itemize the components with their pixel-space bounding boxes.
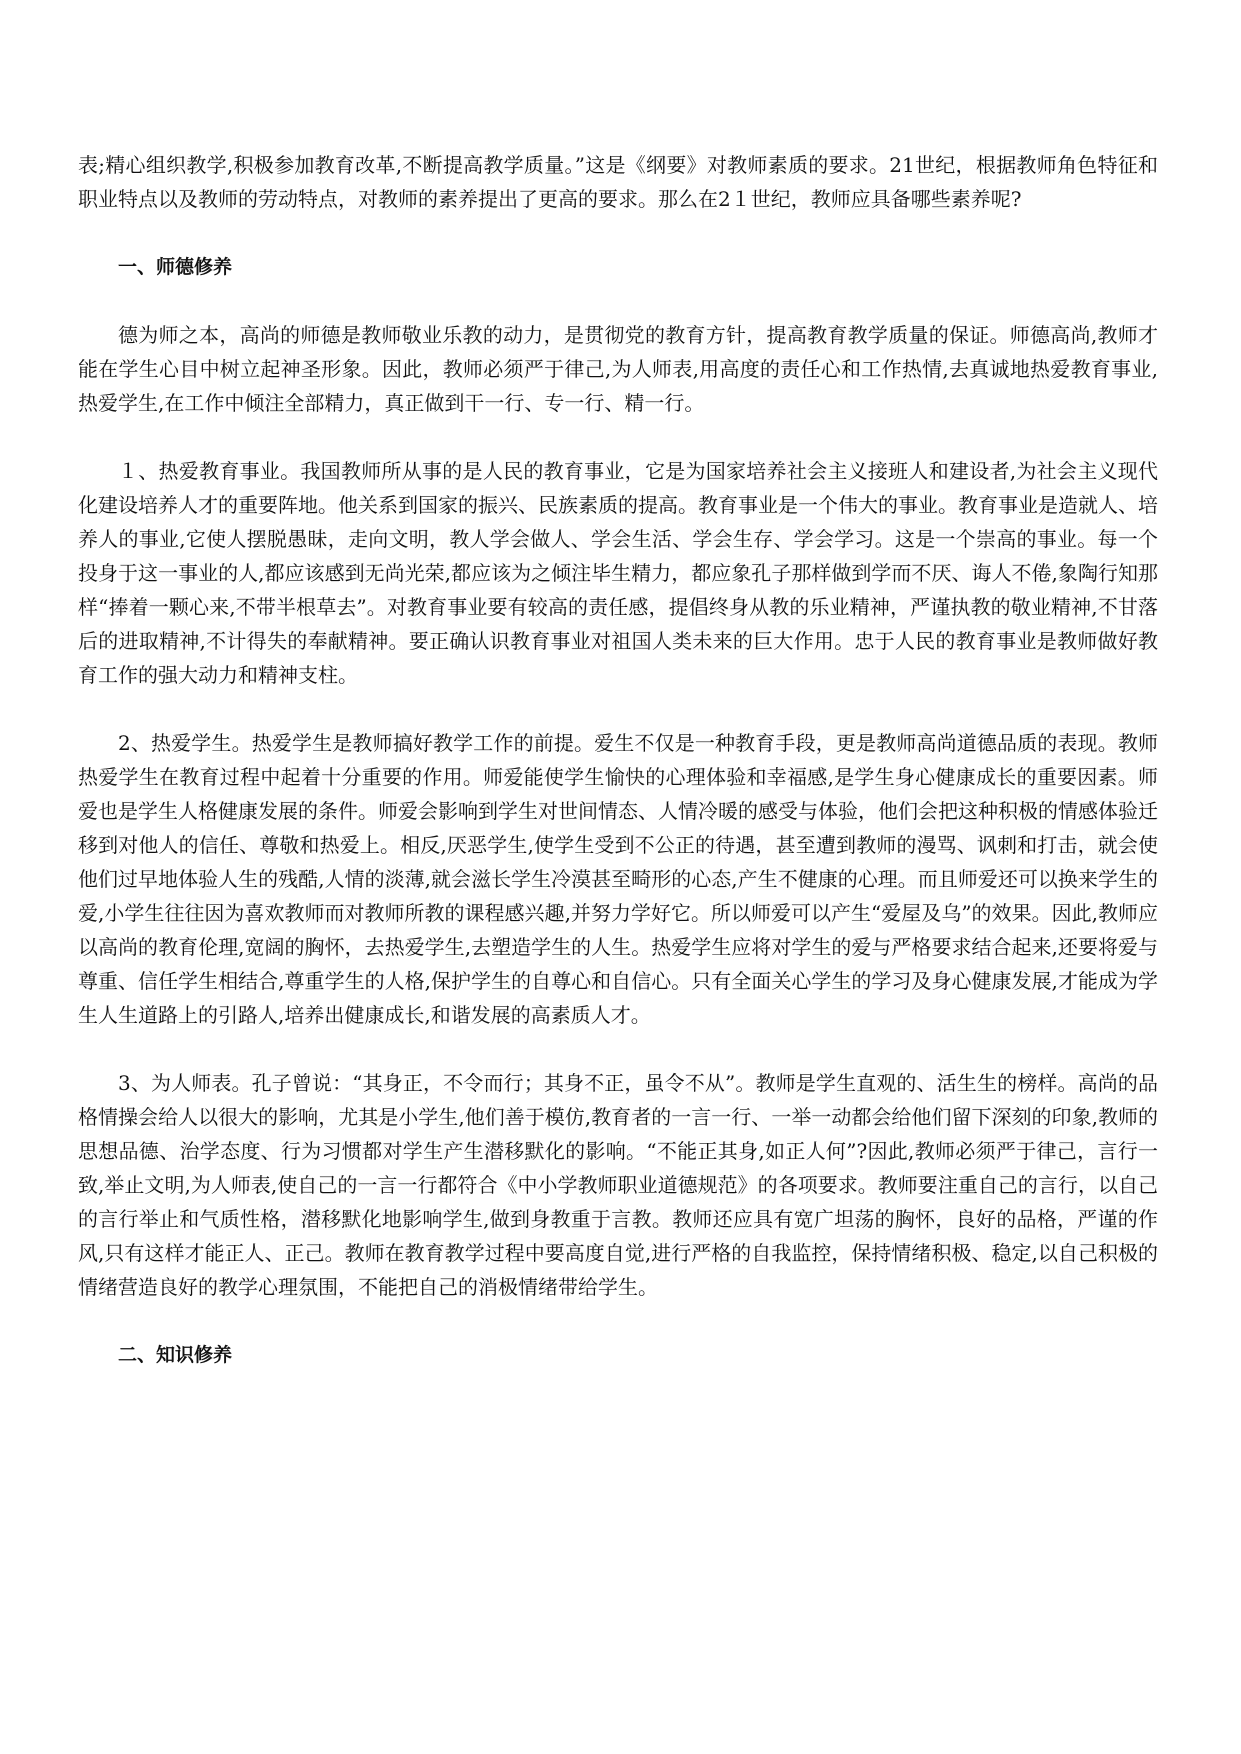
section-heading-knowledge: 二、知识修养 xyxy=(118,1344,233,1366)
intro-paragraph: 表;精心组织教学,积极参加教育改革,不断提高教学质量。”这是《纲要》对教师素质的要求。21世纪，根据教师角色特征和职业特点以及教师的劳动特点，对教师的素养提出了更高的要求。那么在2１世纪，教师应具备哪些素养呢? xyxy=(78,153,1158,211)
point-love-students-paragraph: 2、热爱学生。热爱学生是教师搞好教学工作的前提。爱生不仅是一种教育手段，更是教师高尚道德品质的表现。教师热爱学生在教育过程中起着十分重要的作用。师爱能使学生愉快的心理体验和幸福感,是学生身心健康成长的重要因素。师爱也是学生人格健康发展的条件。师爱会影响到学生对世间情态、人情冷暖的感受与体验，他们会把这种积极的情感体验迁移到对他人的信任、尊敬和热爱上。相反,厌恶学生,使学生受到不公正的待遇，甚至遭到教师的漫骂、讽刺和打击，就会使他们过早地体验人生的残酷,人情的淡薄,就会滋长学生冷漠甚至畸形的心态,产生不健康的心理。而且师爱还可以换来学生的爱,小学生往往因为喜欢教师而对教师所教的课程感兴趣,并努力学好它。所以师爱可以产生“爱屋及乌”的效果。因此,教师应以高尚的教育伦理,宽阔的胸怀，去热爱学生,去塑造学生的人生。热爱学生应将对学生的爱与严格要求结合起来,还要将爱与尊重、信任学生相结合,尊重学生的人格,保护学生的自尊心和自信心。只有全面关心学生的学习及身心健康发展,才能成为学生人生道路上的引路人,培养出健康成长,和谐发展的高素质人才。 xyxy=(78,731,1158,1027)
spacer xyxy=(78,216,1158,250)
section-intro-paragraph: 德为师之本，高尚的师德是教师敬业乐教的动力，是贯彻党的教育方针，提高教育教学质量的保证。师德高尚,教师才能在学生心目中树立起神圣形象。因此，教师必须严于律己,为人师表,用高度的责任心和工作热情,去真诚地热爱教育事业,热爱学生,在工作中倾注全部精力，真正做到干一行、专一行、精一行。 xyxy=(78,323,1158,415)
document-body xyxy=(78,148,1158,1372)
spacer xyxy=(78,1032,1158,1066)
spacer xyxy=(78,284,1158,318)
point-role-model-paragraph: 3、为人师表。孔子曾说：“其身正，不令而行；其身不正，虽令不从”。教师是学生直观的、活生生的榜样。高尚的品格情操会给人以很大的影响，尤其是小学生,他们善于模仿,教育者的一言一行、一举一动都会给他们留下深刻的印象,教师的思想品德、治学态度、行为习惯都对学生产生潜移默化的影响。“不能正其身,如正人何”?因此,教师必须严于律己，言行一致,举止文明,为人师表,使自己的一言一行都符合《中小学教师职业道德规范》的各项要求。教师要注重自己的言行，以自己的言行举止和气质性格，潜移默化地影响学生,做到身教重于言教。教师还应具有宽广坦荡的胸怀，良好的品格，严谨的作风,只有这样才能正人、正己。教师在教育教学过程中要高度自觉,进行严格的自我监控，保持情绪积极、稳定,以自己积极的情绪营造良好的教学心理氛围，不能把自己的消极情绪带给学生。 xyxy=(78,1071,1158,1299)
spacer xyxy=(78,420,1158,454)
spacer xyxy=(78,692,1158,726)
spacer xyxy=(78,1304,1158,1338)
section-heading-ethics: 一、师德修养 xyxy=(118,256,233,278)
point-love-education-paragraph: １、热爱教育事业。我国教师所从事的是人民的教育事业，它是为国家培养社会主义接班人和建设者,为社会主义现代化建设培养人才的重要阵地。他关系到国家的振兴、民族素质的提高。教育事业是一个伟大的事业。教育事业是造就人、培养人的事业,它使人摆脱愚昧，走向文明，教人学会做人、学会生活、学会生存、学会学习。这是一个崇高的事业。每一个投身于这一事业的人,都应该感到无尚光荣,都应该为之倾注毕生精力，都应象孔子那样做到学而不厌、诲人不倦,象陶行知那样“捧着一颗心来,不带半根草去”。对教育事业要有较高的责任感，提倡终身从教的乐业精神，严谨执教的敬业精神,不甘落后的进取精神,不计得失的奉献精神。要正确认识教育事业对祖国人类未来的巨大作用。忠于人民的教育事业是教师做好教育工作的强大动力和精神支柱。 xyxy=(78,459,1158,687)
